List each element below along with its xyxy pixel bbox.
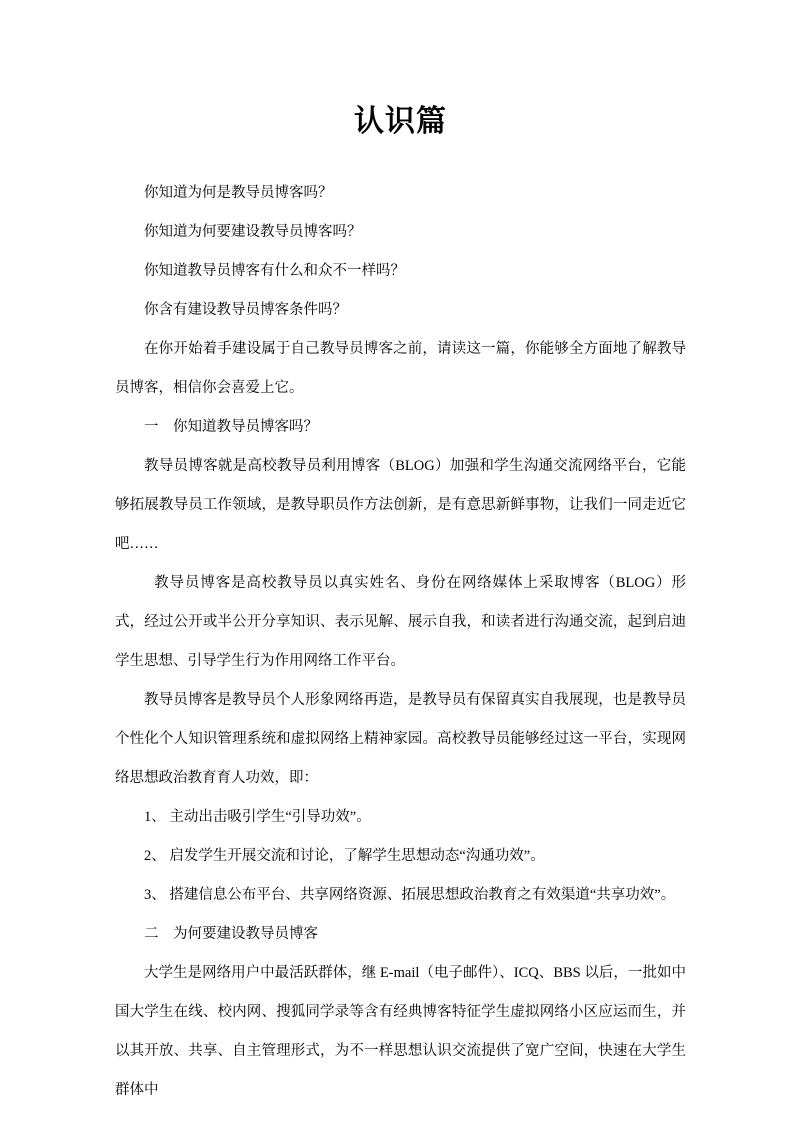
list-item-2: 2、 启发学生开展交流和讨论，了解学生思想动态“沟通功效”。 [144, 848, 545, 864]
paragraph-question-2: 你知道为何要建设教导员博客吗？ [144, 224, 362, 240]
document-title: 认识篇 [354, 105, 447, 138]
paragraph-definition-2: 教导员博客是高校教导员以真实姓名、身份在网络媒体上采取博客（BLOG）形式，经过公开或半公开分享知识、表示见解、展示自我，和读者进行沟通交流，起到启迪学生思想、引导学生行为作用网络工作平台。 [115, 575, 686, 669]
list-item-3: 3、 搭建信息公布平台、共享网络资源、拓展思想政治教育之有效渠道“共享功效”。 [144, 887, 676, 903]
paragraph-definition-1: 教导员博客就是高校教导员利用博客（BLOG）加强和学生沟通交流网络平台，它能够拓展教导员工作领域，是教导职员作方法创新，是有意思新鲜事物，让我们一同走近它吧…… [115, 458, 686, 552]
paragraph-question-1: 你知道为何是教导员博客吗？ [144, 185, 333, 201]
paragraph-definition-3: 教导员博客是教导员个人形象网络再造，是教导员有保留真实自我展现，也是教导员个性化个人知识管理系统和虚拟网络上精神家园。高校教导员能够经过这一平台，实现网络思想政治教育育人功效，即： [115, 692, 686, 786]
paragraph-intro: 在你开始着手建设属于自己教导员博客之前，请读这一篇，你能够全方面地了解教导员博客，相信你会喜爱上它。 [115, 341, 686, 396]
list-item-1: 1、 主动出击吸引学生“引导功效”。 [144, 809, 371, 825]
paragraph-question-4: 你含有建设教导员博客条件吗？ [144, 302, 347, 318]
section-heading-1: 一 你知道教导员博客吗？ [144, 419, 318, 435]
section-heading-2: 二 为何要建设教导员博客 [144, 926, 318, 942]
paragraph-why-build: 大学生是网络用户中最活跃群体，继 E-mail（电子邮件）、ICQ、BBS 以后，一批如中国大学生在线、校内网、搜狐同学录等含有经典博客特征学生虚拟网络小区应运而生，并以其开放、共享、自主管理形式，为不一样思想认识交流提供了宽广空间，快速在大学生群体中 [115, 965, 686, 1098]
paragraph-question-3: 你知道教导员博客有什么和众不一样吗？ [144, 263, 405, 279]
